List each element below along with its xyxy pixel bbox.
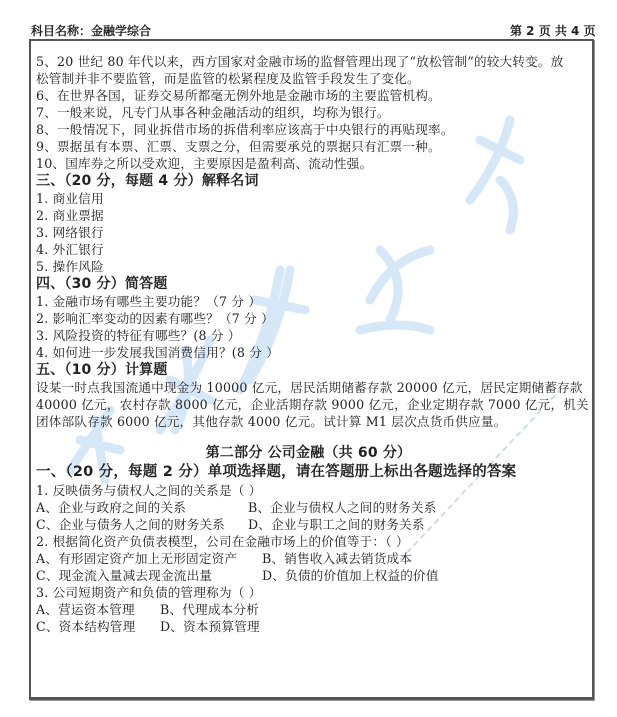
tf-line: 松管制并非不要监管，而是监管的松紧程度及监管手段发生了变化。: [36, 71, 420, 86]
section5-title: 五、（10 分）计算题: [36, 362, 168, 378]
question-item: 1. 金融市场有哪些主要功能？（7 分 ）: [36, 294, 262, 309]
mc-question: 3. 公司短期资产和负债的管理称为（ ）: [36, 585, 262, 600]
calc-line: 设某一时点我国流通中现金为 10000 亿元，居民活期储蓄存款 20000 亿元，居民定期储蓄存款: [36, 380, 583, 395]
part2-section1-title: 一、（20 分，每题 2 分）单项选择题，请在答题册上标出各题选择的答案: [36, 464, 517, 480]
mc-option-c: C、现金流入量减去现金流出量: [36, 568, 213, 583]
question-item: 3. 风险投资的特征有哪些？(8 分 ）: [36, 328, 241, 343]
subject-name: 科目名称：金融学综合: [31, 24, 152, 38]
mc-question: 1. 反映债务与债权人之间的关系是（ ）: [36, 483, 262, 498]
tf-line: 7、一般来说，凡专门从事各种金融活动的组织，均称为银行。: [36, 105, 390, 120]
mc-option-d: D、资本预算管理: [160, 619, 260, 634]
question-item: 2. 影响汇率变动的因素有哪些？（7 分 ）: [36, 311, 274, 326]
term-item: 4. 外汇银行: [36, 242, 104, 257]
page-number: 第 2 页 共 4 页: [510, 24, 596, 38]
term-item: 1. 商业信用: [36, 191, 104, 206]
mc-question: 2. 根据简化资产负债表模型，公司在金融市场上的价值等于：（ ）: [36, 534, 409, 549]
mc-option-c: C、资本结构管理: [36, 619, 136, 634]
tf-line: 10、国库券之所以受欢迎，主要原因是盈利高、流动性强。: [36, 156, 373, 171]
mc-option-a: A、有形固定资产加上无形固定资产: [36, 551, 238, 566]
mc-option-a: A、营运资本管理: [36, 602, 135, 617]
term-item: 2. 商业票据: [36, 208, 104, 223]
part2-title: 第二部分 公司金融（共 60 分）: [205, 445, 412, 461]
tf-line: 8、一般情况下，同业拆借市场的拆借利率应该高于中央银行的再贴现率。: [36, 122, 454, 137]
mc-option-a: A、企业与政府之间的关系: [36, 500, 187, 515]
mc-option-d: D、负债的价值加上权益的价值: [262, 568, 439, 583]
mc-option-d: D、企业与职工之间的财务关系: [248, 517, 425, 532]
tf-line: 6、在世界各国，证券交易所都毫无例外地是金融市场的主要监管机构。: [36, 88, 441, 103]
tf-line: 9、票据虽有本票、汇票、支票之分，但需要承兑的票据只有汇票一种。: [36, 139, 441, 154]
calc-line: 团体部队存款 6000 亿元，其他存款 4000 亿元。试计算 M1 层次点货币供应量。: [36, 414, 507, 429]
term-item: 3. 网络银行: [36, 225, 104, 240]
calc-line: 40000 亿元，农村存款 8000 亿元，企业活期存款 9000 亿元，企业定期存款 7000 亿元，机关: [36, 397, 589, 412]
mc-option-c: C、企业与债务人之间的财务关系: [36, 517, 225, 532]
tf-line: 5、20 世纪 80 年代以来，西方国家对金融市场的监督管理出现了“放松管制”的较大转变。放: [36, 54, 564, 69]
section4-title: 四、（30 分）简答题: [36, 276, 168, 292]
mc-option-b: B、销售收入减去销货成本: [262, 551, 413, 566]
mc-option-b: B、代理成本分析: [160, 602, 260, 617]
section3-title: 三、（20 分，每题 4 分）解释名词: [36, 173, 259, 189]
mc-option-b: B、企业与债权人之间的财务关系: [248, 500, 437, 515]
question-item: 4. 如何进一步发展我国消费信用？(8 分 ）: [36, 345, 280, 360]
term-item: 5. 操作风险: [36, 259, 104, 274]
